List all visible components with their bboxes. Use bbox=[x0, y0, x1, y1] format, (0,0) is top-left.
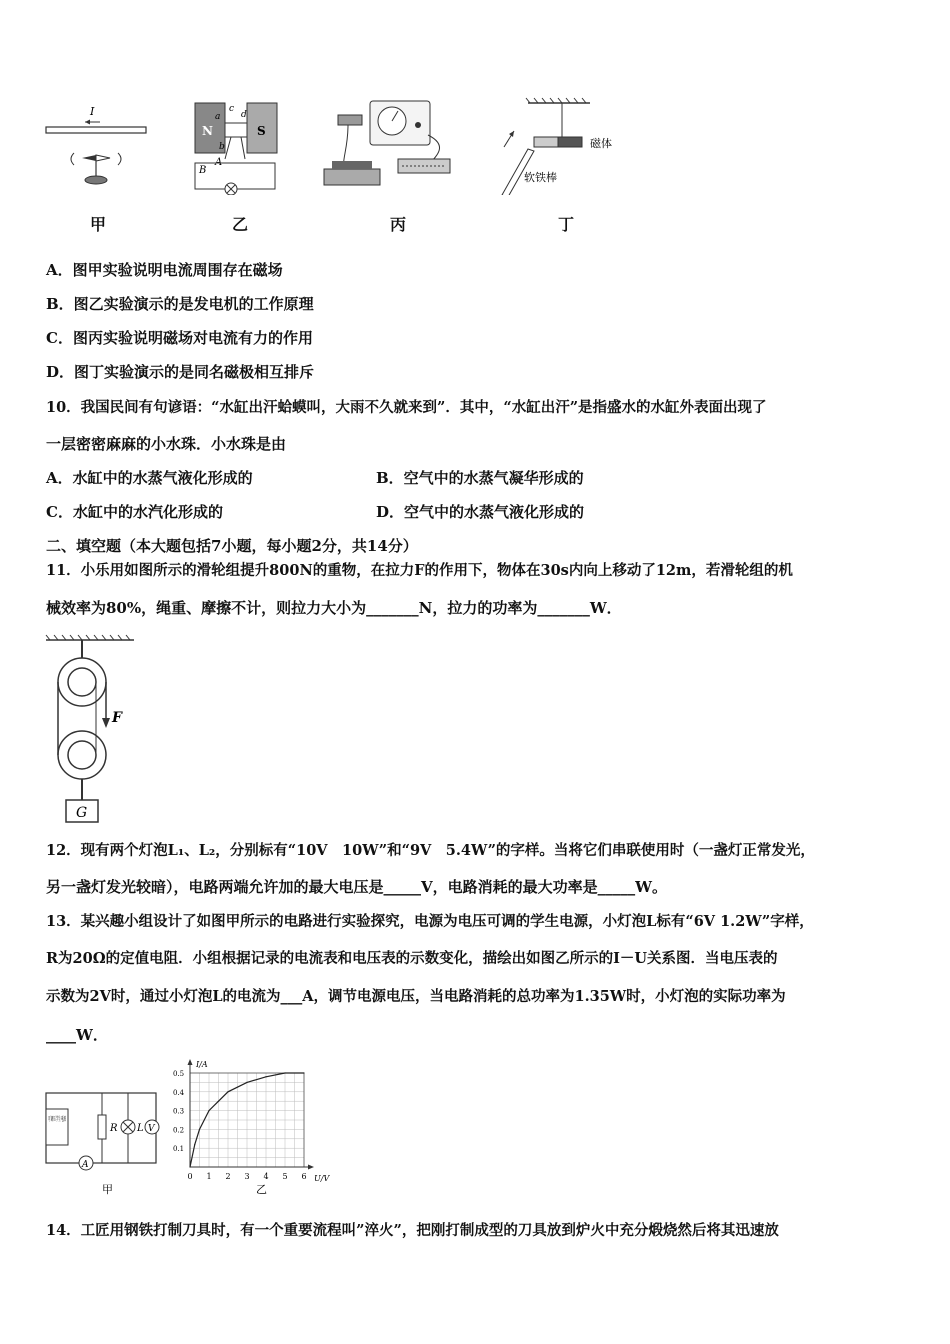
q10-option-c: C．水缸中的水汽化形成的 bbox=[46, 503, 223, 521]
y-tick-label: 0.4 bbox=[173, 1088, 185, 1097]
magnet-stand bbox=[324, 169, 380, 185]
x-tick-label: 4 bbox=[263, 1172, 269, 1181]
compass-needle bbox=[82, 155, 96, 161]
x-tick-label: 1 bbox=[206, 1172, 212, 1181]
voltmeter-label: V bbox=[148, 1124, 155, 1134]
lamp-label: L bbox=[137, 1123, 144, 1134]
wire bbox=[46, 127, 146, 133]
label-a: a bbox=[215, 112, 221, 122]
label-B: B bbox=[199, 165, 207, 176]
section-2-heading: 二、填空题（本大题包括7小题，每小题2分，共14分） bbox=[46, 537, 418, 555]
y-tick-label: 0.1 bbox=[173, 1145, 185, 1154]
q9-option-a: A．图甲实验说明电流周围存在磁场 bbox=[46, 261, 283, 279]
soft-iron-label: 软铁棒 bbox=[524, 171, 557, 184]
q10-option-a: A．水缸中的水蒸气液化形成的 bbox=[46, 469, 253, 487]
caption-jia: 甲 bbox=[90, 215, 107, 234]
y-tick-label: 0.5 bbox=[173, 1070, 185, 1078]
power-source-label: 可调压学生电源 bbox=[48, 1116, 91, 1123]
x-axis-label: U/V bbox=[314, 1174, 330, 1183]
fixed-pulley-inner bbox=[68, 668, 96, 696]
x-tick-label: 3 bbox=[244, 1172, 250, 1181]
chart-grid bbox=[190, 1073, 304, 1167]
magnet-right bbox=[558, 137, 582, 147]
coil bbox=[225, 123, 247, 137]
figure-yi bbox=[185, 95, 295, 195]
circuit-figure bbox=[40, 1075, 165, 1200]
q11-line1: 11．小乐用如图所示的滑轮组提升800N的重物，在拉力F的作用下，物体在30s内向上移动了12m，若滑轮组的机 bbox=[46, 562, 793, 579]
caption-yi: 乙 bbox=[232, 215, 249, 234]
label-A: A bbox=[215, 157, 223, 168]
force-label: F bbox=[112, 710, 122, 726]
x-tick-label: 6 bbox=[301, 1172, 307, 1181]
q13-line4: ____W． bbox=[46, 1026, 108, 1044]
q9-option-c: C．图丙实验说明磁场对电流有力的作用 bbox=[46, 329, 313, 347]
weight-label: G bbox=[76, 805, 88, 821]
switch bbox=[338, 115, 362, 125]
q9-option-d: D．图丁实验演示的是同名磁极相互排斥 bbox=[46, 363, 315, 381]
q10-option-b: B．空气中的水蒸气凝华形成的 bbox=[376, 469, 584, 487]
q12-line1: 12．现有两个灯泡L₁、L₂，分别标有“10V 10W”和“9V 5.4W”的字样。当将它们串联使用时（一盏灯正常发光， bbox=[46, 842, 815, 859]
chart-caption: 乙 bbox=[256, 1183, 267, 1196]
y-tick-label: 0.3 bbox=[173, 1107, 185, 1116]
force-arrow bbox=[102, 718, 110, 728]
caption-ding: 丁 bbox=[558, 215, 575, 234]
q14-line1: 14．工匠用钢铁打制刀具时，有一个重要流程叫”淬火”，把刚打制成型的刀具放到炉火中充分煅烧然后将其迅速放 bbox=[46, 1222, 779, 1239]
label-b: b bbox=[219, 142, 225, 152]
q13-line2: R为20Ω的定值电阻．小组根据记录的电流表和电压表的示数变化，描绘出如图乙所示的I－U关系图．当电压表的 bbox=[46, 950, 778, 967]
figure-jia bbox=[40, 95, 155, 195]
pulley-figure bbox=[40, 630, 140, 830]
q11-line2: 械效率为80%，绳重、摩擦不计，则拉力大小为_______N，拉力的功率为_______W． bbox=[46, 599, 622, 617]
circuit-caption: 甲 bbox=[102, 1183, 113, 1196]
ammeter-label: A bbox=[82, 1160, 89, 1170]
q13-line1: 13．某兴趣小组设计了如图甲所示的电路进行实验探究，电源为电压可调的学生电源，小灯泡L标有“6V 1.2W”字样， bbox=[46, 913, 814, 930]
magnet-n-label: N bbox=[202, 124, 213, 138]
resistor-label: R bbox=[110, 1123, 118, 1134]
resistor-r bbox=[98, 1115, 106, 1139]
figure-ding bbox=[490, 95, 630, 195]
q13-line3: 示数为2V时，通过小灯泡L的电流为___A，调节电源电压，当电路消耗的总功率为1.35W时，小灯泡的实际功率为 bbox=[46, 988, 786, 1005]
figure-bing bbox=[318, 95, 458, 195]
y-tick-label: 0.2 bbox=[173, 1126, 185, 1135]
q10-option-d: D．空气中的水蒸气液化形成的 bbox=[376, 503, 585, 521]
x-tick-label: 2 bbox=[225, 1172, 231, 1181]
x-tick-label: 5 bbox=[282, 1172, 288, 1181]
caption-bing: 丙 bbox=[390, 215, 407, 234]
x-tick-label: 0 bbox=[187, 1172, 193, 1181]
label-d: d bbox=[241, 110, 247, 120]
q12-line2: 另一盏灯发光较暗），电路两端允许加的最大电压是_____V，电路消耗的最大功率是_____W。 bbox=[46, 878, 667, 896]
q10-stem-line2: 一层密密麻麻的小水珠．小水珠是由 bbox=[46, 435, 287, 453]
moving-pulley-inner bbox=[68, 741, 96, 769]
current-label: I bbox=[90, 105, 95, 118]
q9-option-b: B．图乙实验演示的是发电机的工作原理 bbox=[46, 295, 314, 313]
magnet-s-label: S bbox=[257, 124, 266, 138]
magnet-left bbox=[534, 137, 558, 147]
q10-stem-line1: 10．我国民间有句谚语：“水缸出汗蛤蟆叫，大雨不久就来到”．其中，“水缸出汗”是指盛水的水缸外表面出现了 bbox=[46, 399, 767, 416]
magnet-label: 磁体 bbox=[590, 137, 612, 150]
label-c: c bbox=[229, 104, 235, 114]
iu-chart bbox=[170, 1055, 345, 1200]
y-axis-label: I/A bbox=[196, 1060, 208, 1069]
